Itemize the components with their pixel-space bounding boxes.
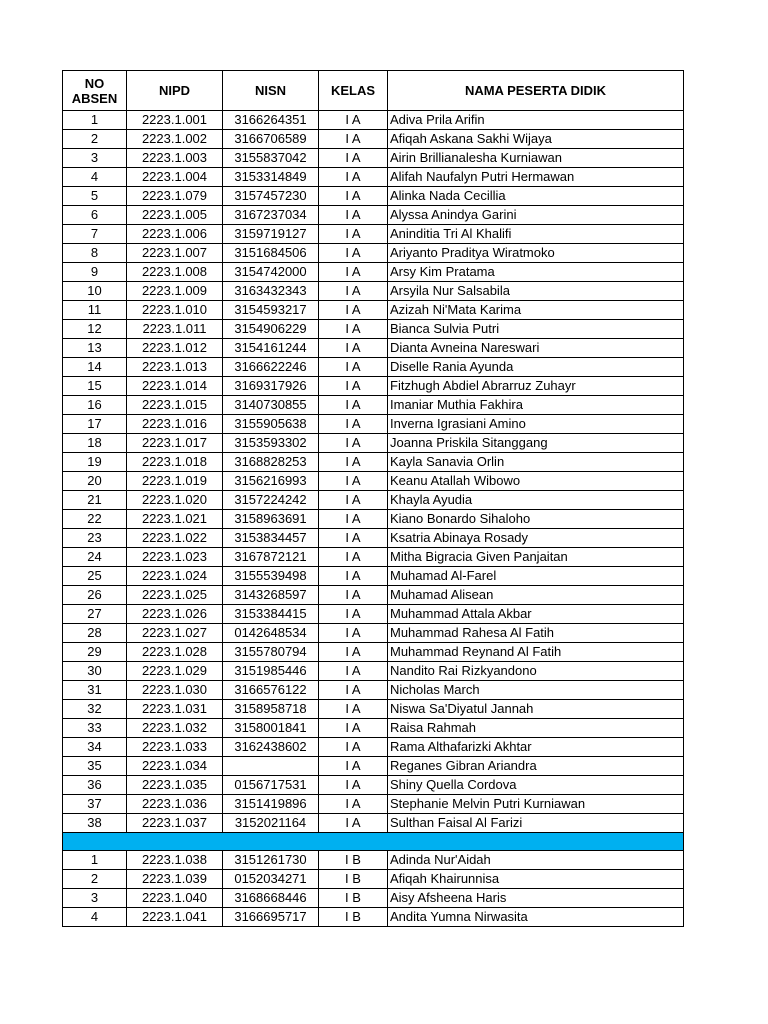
cell-nipd: 2223.1.005 xyxy=(127,206,223,225)
cell-kelas: I A xyxy=(319,757,388,776)
cell-nisn: 3155837042 xyxy=(223,149,319,168)
table-row xyxy=(63,548,684,567)
table-row xyxy=(63,529,684,548)
cell-kelas: I A xyxy=(319,130,388,149)
cell-nama-peserta-didik: Diselle Rania Ayunda xyxy=(388,358,684,377)
cell-no-absen: 38 xyxy=(63,814,127,833)
cell-nama-peserta-didik: Alinka Nada Cecillia xyxy=(388,187,684,206)
cell-no-absen: 18 xyxy=(63,434,127,453)
table-row xyxy=(63,396,684,415)
cell-kelas: I A xyxy=(319,586,388,605)
cell-nama-peserta-didik: Reganes Gibran Ariandra xyxy=(388,757,684,776)
cell-nipd: 2223.1.007 xyxy=(127,244,223,263)
cell-no-absen: 37 xyxy=(63,795,127,814)
cell-no-absen: 4 xyxy=(63,168,127,187)
cell-no-absen: 3 xyxy=(63,149,127,168)
cell-nisn: 3154161244 xyxy=(223,339,319,358)
cell-no-absen: 36 xyxy=(63,776,127,795)
cell-nama-peserta-didik: Muhammad Rahesa Al Fatih xyxy=(388,624,684,643)
cell-nipd: 2223.1.006 xyxy=(127,225,223,244)
cell-nipd: 2223.1.009 xyxy=(127,282,223,301)
cell-no-absen: 13 xyxy=(63,339,127,358)
table-row xyxy=(63,491,684,510)
cell-no-absen: 22 xyxy=(63,510,127,529)
cell-kelas: I A xyxy=(319,643,388,662)
cell-no-absen: 20 xyxy=(63,472,127,491)
cell-nisn: 3163432343 xyxy=(223,282,319,301)
cell-kelas: I A xyxy=(319,472,388,491)
cell-nipd: 2223.1.031 xyxy=(127,700,223,719)
cell-nisn: 0156717531 xyxy=(223,776,319,795)
cell-nisn: 3151419896 xyxy=(223,795,319,814)
table-row xyxy=(63,282,684,301)
cell-nipd: 2223.1.021 xyxy=(127,510,223,529)
cell-nisn: 3166706589 xyxy=(223,130,319,149)
cell-no-absen: 2 xyxy=(63,130,127,149)
cell-nama-peserta-didik: Rama Althafarizki Akhtar xyxy=(388,738,684,757)
cell-kelas: I A xyxy=(319,719,388,738)
table-row xyxy=(63,130,684,149)
cell-nisn: 3153593302 xyxy=(223,434,319,453)
cell-nama-peserta-didik: Alyssa Anindya Garini xyxy=(388,206,684,225)
cell-nipd: 2223.1.030 xyxy=(127,681,223,700)
cell-kelas: I A xyxy=(319,358,388,377)
cell-nipd: 2223.1.016 xyxy=(127,415,223,434)
table-row xyxy=(63,681,684,700)
cell-kelas: I A xyxy=(319,662,388,681)
cell-kelas: I A xyxy=(319,377,388,396)
cell-nama-peserta-didik: Keanu Atallah Wibowo xyxy=(388,472,684,491)
header-nisn: NISN xyxy=(223,71,319,111)
header-nipd: NIPD xyxy=(127,71,223,111)
table-row xyxy=(63,510,684,529)
cell-nipd: 2223.1.012 xyxy=(127,339,223,358)
cell-nisn: 3140730855 xyxy=(223,396,319,415)
table-row xyxy=(63,738,684,757)
table-row xyxy=(63,263,684,282)
table-row xyxy=(63,415,684,434)
cell-kelas: I A xyxy=(319,491,388,510)
cell-no-absen: 30 xyxy=(63,662,127,681)
cell-kelas: I B xyxy=(319,870,388,889)
table-row xyxy=(63,851,684,870)
cell-nama-peserta-didik: Mitha Bigracia Given Panjaitan xyxy=(388,548,684,567)
table-row xyxy=(63,111,684,130)
cell-no-absen: 1 xyxy=(63,111,127,130)
cell-nisn: 3153384415 xyxy=(223,605,319,624)
cell-no-absen: 24 xyxy=(63,548,127,567)
table-row xyxy=(63,377,684,396)
cell-nipd: 2223.1.004 xyxy=(127,168,223,187)
cell-no-absen: 14 xyxy=(63,358,127,377)
cell-nisn: 3156216993 xyxy=(223,472,319,491)
table-row xyxy=(63,795,684,814)
table-row xyxy=(63,757,684,776)
cell-kelas: I A xyxy=(319,301,388,320)
table-row xyxy=(63,225,684,244)
cell-nama-peserta-didik: Fitzhugh Abdiel Abrarruz Zuhayr xyxy=(388,377,684,396)
header-nama-peserta-didik: NAMA PESERTA DIDIK xyxy=(388,71,684,111)
cell-kelas: I A xyxy=(319,795,388,814)
cell-no-absen: 26 xyxy=(63,586,127,605)
table-header xyxy=(63,71,684,111)
table-row xyxy=(63,700,684,719)
table-row xyxy=(63,187,684,206)
cell-nama-peserta-didik: Afiqah Askana Sakhi Wijaya xyxy=(388,130,684,149)
class-separator-band xyxy=(63,833,684,851)
cell-nama-peserta-didik: Dianta Avneina Nareswari xyxy=(388,339,684,358)
cell-no-absen: 33 xyxy=(63,719,127,738)
cell-nipd: 2223.1.003 xyxy=(127,149,223,168)
cell-nisn: 3169317926 xyxy=(223,377,319,396)
table-row xyxy=(63,605,684,624)
cell-kelas: I A xyxy=(319,396,388,415)
cell-nipd: 2223.1.025 xyxy=(127,586,223,605)
cell-nisn: 3158958718 xyxy=(223,700,319,719)
table-row xyxy=(63,358,684,377)
cell-nama-peserta-didik: Nicholas March xyxy=(388,681,684,700)
table-row xyxy=(63,453,684,472)
table-row xyxy=(63,624,684,643)
table-row xyxy=(63,434,684,453)
cell-nama-peserta-didik: Niswa Sa'Diyatul Jannah xyxy=(388,700,684,719)
table-row xyxy=(63,567,684,586)
cell-nama-peserta-didik: Muhamad Al-Farel xyxy=(388,567,684,586)
cell-nama-peserta-didik: Muhamad Alisean xyxy=(388,586,684,605)
table-row xyxy=(63,586,684,605)
cell-nama-peserta-didik: Kayla Sanavia Orlin xyxy=(388,453,684,472)
cell-no-absen: 23 xyxy=(63,529,127,548)
cell-nipd: 2223.1.020 xyxy=(127,491,223,510)
table-row xyxy=(63,889,684,908)
cell-kelas: I A xyxy=(319,567,388,586)
cell-nisn: 3168828253 xyxy=(223,453,319,472)
header-no-absen-label: NO ABSEN xyxy=(71,75,118,106)
cell-no-absen: 16 xyxy=(63,396,127,415)
cell-no-absen: 15 xyxy=(63,377,127,396)
cell-kelas: I A xyxy=(319,548,388,567)
cell-nama-peserta-didik: Inverna Igrasiani Amino xyxy=(388,415,684,434)
cell-kelas: I A xyxy=(319,510,388,529)
cell-kelas: I A xyxy=(319,434,388,453)
cell-nipd: 2223.1.028 xyxy=(127,643,223,662)
cell-nisn: 3166695717 xyxy=(223,908,319,927)
cell-no-absen: 28 xyxy=(63,624,127,643)
header-no-absen xyxy=(63,71,127,111)
cell-nipd: 2223.1.017 xyxy=(127,434,223,453)
cell-kelas: I B xyxy=(319,908,388,927)
table-row xyxy=(63,206,684,225)
cell-no-absen: 19 xyxy=(63,453,127,472)
cell-no-absen: 21 xyxy=(63,491,127,510)
header-row xyxy=(63,71,684,111)
table-row xyxy=(63,168,684,187)
table-row xyxy=(63,719,684,738)
cell-nipd: 2223.1.034 xyxy=(127,757,223,776)
cell-nisn: 3166622246 xyxy=(223,358,319,377)
cell-nama-peserta-didik: Muhammad Attala Akbar xyxy=(388,605,684,624)
cell-no-absen: 35 xyxy=(63,757,127,776)
cell-nipd: 2223.1.079 xyxy=(127,187,223,206)
cell-no-absen: 17 xyxy=(63,415,127,434)
cell-nama-peserta-didik: Azizah Ni'Mata Karima xyxy=(388,301,684,320)
cell-nipd: 2223.1.011 xyxy=(127,320,223,339)
cell-kelas: I A xyxy=(319,415,388,434)
table-row xyxy=(63,662,684,681)
cell-nipd: 2223.1.033 xyxy=(127,738,223,757)
table-row xyxy=(63,244,684,263)
cell-kelas: I A xyxy=(319,339,388,358)
cell-nama-peserta-didik: Arsy Kim Pratama xyxy=(388,263,684,282)
cell-no-absen: 10 xyxy=(63,282,127,301)
cell-nipd: 2223.1.037 xyxy=(127,814,223,833)
cell-kelas: I A xyxy=(319,149,388,168)
cell-nama-peserta-didik: Sulthan Faisal Al Farizi xyxy=(388,814,684,833)
table-row xyxy=(63,149,684,168)
cell-kelas: I A xyxy=(319,700,388,719)
cell-nipd: 2223.1.001 xyxy=(127,111,223,130)
cell-nipd: 2223.1.024 xyxy=(127,567,223,586)
cell-nisn: 3166264351 xyxy=(223,111,319,130)
cell-nisn: 3157457230 xyxy=(223,187,319,206)
cell-no-absen: 9 xyxy=(63,263,127,282)
cell-no-absen: 8 xyxy=(63,244,127,263)
table-row xyxy=(63,814,684,833)
cell-nipd: 2223.1.022 xyxy=(127,529,223,548)
cell-nisn: 3158963691 xyxy=(223,510,319,529)
cell-nisn xyxy=(223,757,319,776)
cell-nama-peserta-didik: Raisa Rahmah xyxy=(388,719,684,738)
cell-nipd: 2223.1.014 xyxy=(127,377,223,396)
table-row xyxy=(63,339,684,358)
cell-kelas: I A xyxy=(319,624,388,643)
cell-nisn: 3151684506 xyxy=(223,244,319,263)
cell-nipd: 2223.1.035 xyxy=(127,776,223,795)
cell-nama-peserta-didik: Adinda Nur'Aidah xyxy=(388,851,684,870)
cell-kelas: I A xyxy=(319,776,388,795)
cell-nipd: 2223.1.039 xyxy=(127,870,223,889)
table-row xyxy=(63,908,684,927)
cell-kelas: I A xyxy=(319,529,388,548)
cell-nisn: 3143268597 xyxy=(223,586,319,605)
table-row xyxy=(63,301,684,320)
cell-nipd: 2223.1.038 xyxy=(127,851,223,870)
cell-nisn: 3157224242 xyxy=(223,491,319,510)
cell-no-absen: 2 xyxy=(63,870,127,889)
cell-nisn: 3154906229 xyxy=(223,320,319,339)
cell-nama-peserta-didik: Muhammad Reynand Al Fatih xyxy=(388,643,684,662)
cell-nipd: 2223.1.026 xyxy=(127,605,223,624)
cell-nama-peserta-didik: Joanna Priskila Sitanggang xyxy=(388,434,684,453)
cell-no-absen: 1 xyxy=(63,851,127,870)
cell-nipd: 2223.1.023 xyxy=(127,548,223,567)
cell-nipd: 2223.1.015 xyxy=(127,396,223,415)
cell-nipd: 2223.1.036 xyxy=(127,795,223,814)
cell-nisn: 3158001841 xyxy=(223,719,319,738)
cell-nama-peserta-didik: Nandito Rai Rizkyandono xyxy=(388,662,684,681)
cell-nama-peserta-didik: Andita Yumna Nirwasita xyxy=(388,908,684,927)
cell-nama-peserta-didik: Khayla Ayudia xyxy=(388,491,684,510)
cell-nama-peserta-didik: Alifah Naufalyn Putri Hermawan xyxy=(388,168,684,187)
cell-nipd: 2223.1.002 xyxy=(127,130,223,149)
cell-no-absen: 7 xyxy=(63,225,127,244)
table-row xyxy=(63,643,684,662)
table-row xyxy=(63,472,684,491)
cell-nama-peserta-didik: Aninditia Tri Al Khalifi xyxy=(388,225,684,244)
table-row xyxy=(63,776,684,795)
cell-nisn: 3168668446 xyxy=(223,889,319,908)
table-row xyxy=(63,320,684,339)
cell-kelas: I A xyxy=(319,225,388,244)
table-row xyxy=(63,870,684,889)
cell-nipd: 2223.1.013 xyxy=(127,358,223,377)
cell-nisn: 0152034271 xyxy=(223,870,319,889)
cell-no-absen: 12 xyxy=(63,320,127,339)
cell-kelas: I A xyxy=(319,206,388,225)
cell-kelas: I B xyxy=(319,889,388,908)
cell-nisn: 3155905638 xyxy=(223,415,319,434)
cell-kelas: I A xyxy=(319,738,388,757)
cell-nama-peserta-didik: Airin Brillianalesha Kurniawan xyxy=(388,149,684,168)
cell-nama-peserta-didik: Stephanie Melvin Putri Kurniawan xyxy=(388,795,684,814)
cell-kelas: I A xyxy=(319,263,388,282)
cell-nipd: 2223.1.029 xyxy=(127,662,223,681)
cell-no-absen: 3 xyxy=(63,889,127,908)
cell-no-absen: 6 xyxy=(63,206,127,225)
cell-nisn: 3159719127 xyxy=(223,225,319,244)
cell-nipd: 2223.1.008 xyxy=(127,263,223,282)
cell-nisn: 3167872121 xyxy=(223,548,319,567)
cell-nama-peserta-didik: Kiano Bonardo Sihaloho xyxy=(388,510,684,529)
class-separator-row xyxy=(63,833,684,851)
cell-nama-peserta-didik: Shiny Quella Cordova xyxy=(388,776,684,795)
cell-nipd: 2223.1.018 xyxy=(127,453,223,472)
cell-no-absen: 27 xyxy=(63,605,127,624)
cell-nama-peserta-didik: Ariyanto Praditya Wiratmoko xyxy=(388,244,684,263)
cell-nisn: 3155780794 xyxy=(223,643,319,662)
cell-no-absen: 4 xyxy=(63,908,127,927)
cell-nisn: 3151261730 xyxy=(223,851,319,870)
cell-kelas: I A xyxy=(319,681,388,700)
cell-kelas: I B xyxy=(319,851,388,870)
cell-nisn: 3151985446 xyxy=(223,662,319,681)
cell-kelas: I A xyxy=(319,320,388,339)
cell-nisn: 0142648534 xyxy=(223,624,319,643)
cell-nisn: 3155539498 xyxy=(223,567,319,586)
cell-nipd: 2223.1.040 xyxy=(127,889,223,908)
cell-nama-peserta-didik: Adiva Prila Arifin xyxy=(388,111,684,130)
cell-no-absen: 5 xyxy=(63,187,127,206)
cell-nipd: 2223.1.010 xyxy=(127,301,223,320)
cell-nisn: 3152021164 xyxy=(223,814,319,833)
cell-kelas: I A xyxy=(319,282,388,301)
cell-nisn: 3167237034 xyxy=(223,206,319,225)
cell-kelas: I A xyxy=(319,168,388,187)
cell-nisn: 3153314849 xyxy=(223,168,319,187)
cell-nisn: 3153834457 xyxy=(223,529,319,548)
cell-nipd: 2223.1.019 xyxy=(127,472,223,491)
cell-no-absen: 34 xyxy=(63,738,127,757)
cell-nama-peserta-didik: Bianca Sulvia Putri xyxy=(388,320,684,339)
cell-nama-peserta-didik: Ksatria Abinaya Rosady xyxy=(388,529,684,548)
cell-kelas: I A xyxy=(319,605,388,624)
cell-nama-peserta-didik: Afiqah Khairunnisa xyxy=(388,870,684,889)
table-body xyxy=(63,111,684,927)
cell-nama-peserta-didik: Arsyila Nur Salsabila xyxy=(388,282,684,301)
cell-kelas: I A xyxy=(319,453,388,472)
student-list-table xyxy=(62,70,684,927)
cell-kelas: I A xyxy=(319,244,388,263)
cell-nisn: 3154742000 xyxy=(223,263,319,282)
cell-kelas: I A xyxy=(319,111,388,130)
cell-nama-peserta-didik: Aisy Afsheena Haris xyxy=(388,889,684,908)
cell-no-absen: 31 xyxy=(63,681,127,700)
cell-no-absen: 25 xyxy=(63,567,127,586)
cell-no-absen: 29 xyxy=(63,643,127,662)
cell-nipd: 2223.1.027 xyxy=(127,624,223,643)
header-kelas: KELAS xyxy=(319,71,388,111)
cell-no-absen: 32 xyxy=(63,700,127,719)
cell-kelas: I A xyxy=(319,187,388,206)
cell-nisn: 3154593217 xyxy=(223,301,319,320)
cell-no-absen: 11 xyxy=(63,301,127,320)
cell-kelas: I A xyxy=(319,814,388,833)
cell-nama-peserta-didik: Imaniar Muthia Fakhira xyxy=(388,396,684,415)
cell-nisn: 3166576122 xyxy=(223,681,319,700)
cell-nisn: 3162438602 xyxy=(223,738,319,757)
cell-nipd: 2223.1.032 xyxy=(127,719,223,738)
cell-nipd: 2223.1.041 xyxy=(127,908,223,927)
